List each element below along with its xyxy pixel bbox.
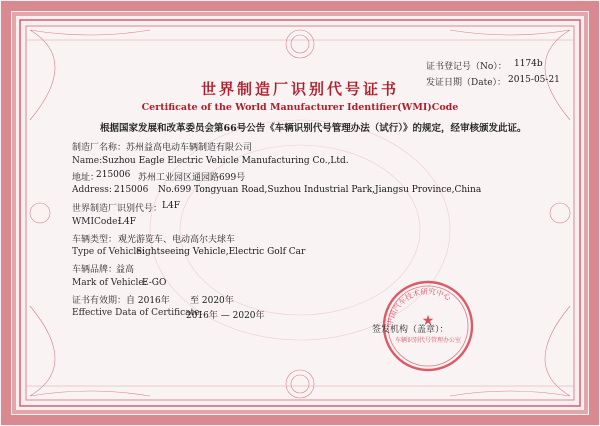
- address-en-value: No.699 Tongyuan Road,Suzhou Industrial Park,Jiangsu Province,China: [158, 185, 482, 195]
- svg-text:★: ★: [421, 313, 435, 329]
- reg-no-label: 证书登记号（No）：: [426, 62, 507, 72]
- validity-en-label: Effective Data of Certificate:: [72, 308, 203, 318]
- brand-en-label: Mark of Vehicle:: [72, 278, 147, 288]
- wmi-cn-label: 世界制造厂识别代号：: [72, 204, 163, 214]
- postcode-cn: 215006: [96, 170, 131, 180]
- title-chinese: 世界制造厂识别代号证书: [200, 80, 399, 98]
- validity-cn-to: 至 2020年: [190, 296, 234, 306]
- vehicle-type-cn-label: 车辆类型：: [72, 235, 118, 245]
- issue-date-label: 发证日期（Date）：: [426, 78, 507, 88]
- brand-cn-value: 益高: [116, 265, 135, 275]
- brand-en-value: E-GO: [142, 278, 167, 288]
- issuer-label: 签发机构（盖章）：: [372, 325, 449, 335]
- wmi-en-label: WMICode:: [72, 217, 121, 227]
- wmi-cn-value: L4F: [162, 201, 180, 211]
- seal-outer-text: 中国汽车技术研究中心: [385, 286, 453, 327]
- postcode-en: 215006: [114, 185, 149, 195]
- reg-no-value: 1174b: [514, 59, 543, 69]
- manufacturer-en-value: Suzhou Eagle Electric Vehicle Manufacturing Co.,Ltd.: [102, 156, 349, 166]
- vehicle-type-cn-value: 观光游览车、电动高尔夫球车: [118, 235, 236, 245]
- vehicle-type-en-value: Sightseeing Vehicle,Electric Golf Car: [136, 247, 306, 257]
- manufacturer-cn-label: 制造厂名称：: [72, 143, 127, 153]
- vehicle-type-en-label: Type of Vehicle:: [72, 247, 145, 257]
- manufacturer-en-label: Name:: [72, 156, 103, 166]
- validity-cn-from: 自 2016年: [126, 296, 170, 306]
- manufacturer-cn-value: 苏州益高电动车辆制造有限公司: [126, 143, 253, 153]
- seal-inner-text: 车辆识别代号管理办公室: [394, 337, 462, 344]
- svg-text:中国汽车技术研究中心: [384, 286, 453, 327]
- address-cn-value: 苏州工业园区通园路699号: [138, 173, 246, 183]
- address-en-label: Address:: [72, 185, 112, 195]
- brand-cn-label: 车辆品牌：: [72, 265, 118, 275]
- wmi-en-value: L4F: [118, 217, 136, 227]
- address-cn-label: 地址：: [72, 173, 100, 183]
- title-english: Certificate of the World Manufacturer Identifier(WMI)Code: [141, 102, 459, 113]
- validity-cn-label: 证书有效期：: [72, 296, 127, 306]
- issue-date-value: 2015-05-21: [508, 75, 560, 85]
- intro-statement: 根据国家发展和改革委员会第66号公告《车辆识别代号管理办法（试行）》的规定，经审核颁发此证。: [100, 123, 527, 134]
- validity-en-value: 2016年 — 2020年: [186, 311, 265, 321]
